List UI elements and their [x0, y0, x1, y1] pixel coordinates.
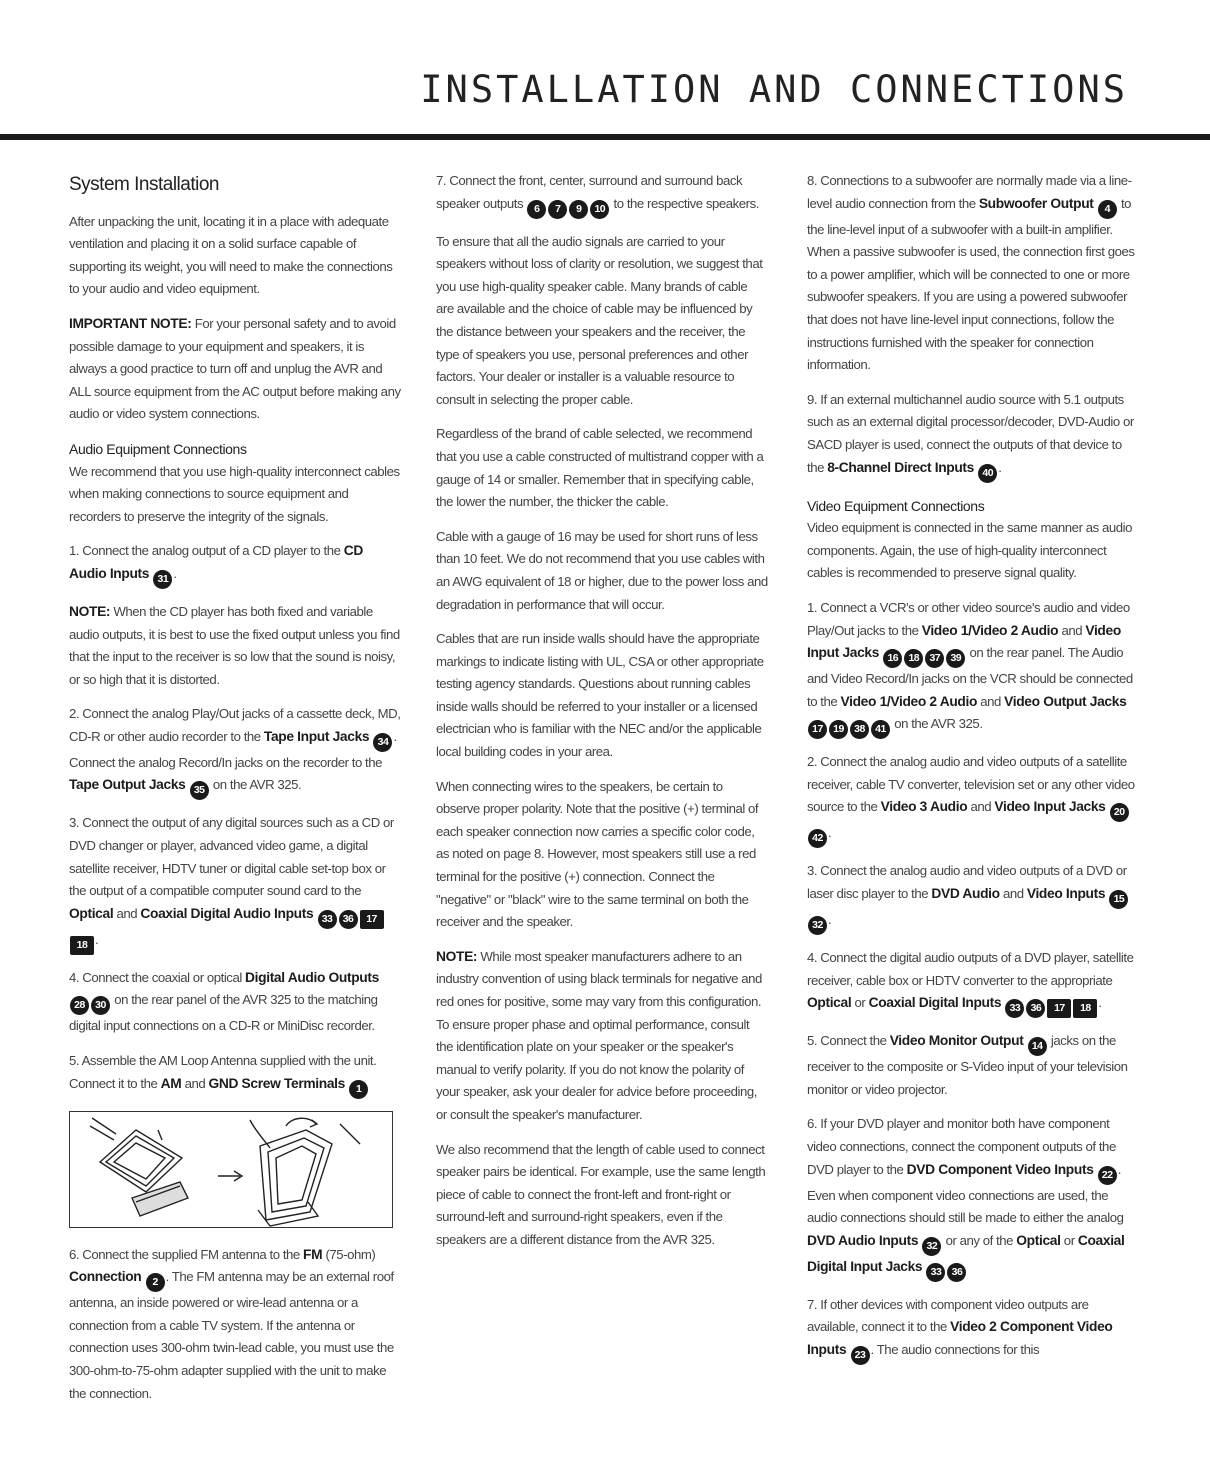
reference-number-badge: 36 — [1026, 999, 1045, 1018]
reference-number-badge: 22 — [1098, 1166, 1117, 1185]
paragraph-video-equipment: Video equipment is connected in the same manner as audio components. Again, the use of high-quality interconnect cables is recommended to preserve signal quality. — [807, 520, 1132, 581]
step-8-bold: Subwoofer Output — [978, 195, 1094, 211]
ref-badges — [850, 1342, 871, 1361]
paragraph-cable-quality: To ensure that all the audio signals are carried to your speakers without loss of clarity or resolution, we suggest that you use high-quality speaker cable. Many brands of cable are available and the choice of cable may be influenced by the distance between your speakers and the receiver, the type of speakers you use, personal preferences and other factors. Your dealer or installer is a valuable resource to consult in selecting the proper cable. — [436, 233, 763, 407]
reference-number-badge: 42 — [808, 829, 827, 848]
subheading-audio-equipment: Audio Equipment Connections — [69, 440, 247, 457]
paragraph-cable-16: Cable with a gauge of 16 may be used for short runs of less than 10 feet. We do not recommend that you use cables with an AWG equivalent of 18 or higher, due to the power loss and degradation in performance that will occur. — [436, 528, 768, 612]
reference-number-badge: 16 — [883, 649, 902, 668]
reference-number-badge: 38 — [850, 720, 869, 739]
video-5-text-b: jacks on the receiver to the composite or S-Video input of your television monitor or video projector. — [807, 1033, 1128, 1097]
paragraph-cable-length: We also recommend that the length of cable used to connect speaker pairs be identical. For example, use the same length piece of cable to connect the front-left and front-right or surround-left and surround-right speakers, even if the speakers are a different distance from the AVR 325. — [436, 1141, 766, 1247]
step-7-text: 7. Connect the front, center, surround and surround back speaker outputs — [436, 173, 743, 211]
paragraph-intro: After unpacking the unit, locating it in a place with adequate ventilation and placing it on a solid surface capable of supporting its weight, you will need to make the connections to your audio and video equipment. — [69, 213, 393, 297]
reference-number-badge: 1 — [349, 1080, 368, 1099]
step-9-bold: 8-Channel Direct Inputs — [827, 459, 975, 475]
step-6-text-c: . The FM antenna may be an external roof antenna, an inside powered or wire-lead antenna or a connection from a cable TV system. If the antenna or connection uses 300-ohm twin-lead cable, you must use the 300-ohm-to-75-ohm adapter supplied with the unit to make the connection. — [69, 1269, 394, 1401]
am-loop-antenna-illustration — [70, 1112, 392, 1227]
paragraph-video-1 — [807, 597, 1139, 739]
step-2-text-b: . Connect the analog Record/In jacks on the recorder to the — [69, 728, 397, 770]
paragraph-video-3 — [807, 860, 1139, 935]
step-3-bold: Optical — [69, 905, 114, 921]
reference-number-badge: 30 — [91, 996, 110, 1015]
reference-number-badge: 34 — [373, 733, 392, 752]
video-1-and-b: and — [977, 693, 1005, 709]
step-6-text: 6. Connect the supplied FM antenna to the — [69, 1246, 304, 1262]
ref-badges — [921, 1233, 942, 1252]
note-label: NOTE: — [69, 603, 111, 619]
reference-number-badge: 15 — [1109, 890, 1128, 909]
video-2-bold: Video 3 Audio — [880, 799, 968, 815]
ref-badges — [1004, 995, 1098, 1015]
ref-badges — [152, 566, 173, 585]
reference-number-badge: 39 — [946, 649, 965, 668]
reference-number-badge: 10 — [590, 200, 609, 219]
video-7-text-b: . The audio connections for this — [870, 1342, 1040, 1357]
reference-number-badge: 17 — [360, 910, 384, 929]
ref-badges — [882, 645, 966, 665]
step-4-text-b: on the rear panel of the AVR 325 to the matching digital input connections on a CD-R or MiniDisc recorder. — [69, 992, 378, 1034]
ref-badges — [372, 729, 393, 748]
reference-number-badge: 9 — [569, 200, 588, 219]
paragraph-video-7 — [807, 1294, 1139, 1365]
reference-number-badge: 18 — [70, 936, 94, 955]
video-6-bold-d: Coaxial Digital Input Jacks — [807, 1232, 1125, 1274]
video-5-text: 5. Connect the — [807, 1033, 890, 1049]
reference-number-badge: 33 — [1005, 999, 1024, 1018]
step-4-bold: Digital Audio Outputs — [245, 969, 379, 985]
video-6-bold-c: Optical — [1016, 1232, 1061, 1248]
ref-badges — [1027, 1033, 1048, 1053]
reference-number-badge: 31 — [153, 570, 172, 589]
reference-number-badge: 7 — [548, 200, 567, 219]
note-label: NOTE: — [436, 948, 478, 964]
note-text: When the CD player has both fixed and variable audio outputs, it is best to use the fixed output unless you find that the input to the receiver is so low that the sound is noisy, or so high that it is distorted. — [69, 603, 400, 687]
reference-number-badge: 23 — [851, 1346, 870, 1365]
video-4-bold-b: Coaxial Digital Inputs — [868, 995, 1002, 1011]
video-6-text-b: . Even when component video connections are used, the audio connections should still be made to either the analog — [807, 1161, 1124, 1226]
ref-badges — [977, 460, 998, 479]
reference-number-badge: 19 — [829, 720, 848, 739]
step-5-and: and — [181, 1075, 209, 1091]
paragraph-speaker-note — [436, 946, 768, 1127]
reference-number-badge: 36 — [947, 1263, 966, 1282]
video-4-end: . — [1098, 995, 1102, 1011]
step-3-text: 3. Connect the output of any digital sources such as a CD or DVD changer or player, advanced video game, a digital satellite receiver, HDTV tuner or digital cable set-top box or the output of a compatible computer sound card to the — [69, 815, 394, 899]
paragraph-cable-gauge: Regardless of the brand of cable selected, we recommend that you use a cable constructed of multistrand copper with a gauge of 14 or smaller. Remember that in specifying cable, the lower the number, the thicker the cable. — [436, 426, 764, 510]
video-2-bold-b: Video Input Jacks — [994, 799, 1106, 815]
ref-badges — [189, 777, 210, 797]
step-5-bold-b: GND Screw Terminals — [208, 1075, 345, 1091]
paragraph-step-2 — [69, 703, 401, 800]
ref-badges — [69, 992, 111, 1012]
reference-number-badge: 18 — [904, 649, 923, 668]
paragraph-polarity: When connecting wires to the speakers, be certain to observe proper polarity. Note that the positive (+) terminal of each speaker connection now carries a specific color code, as noted on page 8. However, most speakers still use a red terminal for the positive (+) connection. Connect the "negative" or "black" wire to the same terminal on both the receiver and the speaker. — [436, 778, 759, 930]
paragraph-step-9: 9. If an external multichannel audio source with 5.1 outputs such as an external digital processor/decoder, DVD-Audio or SACD player is used, connect the outputs of that device to the 8-Channel Direct Inputs 40 . — [807, 389, 1139, 483]
video-3-text: 3. Connect the analog audio and video outputs of a DVD or laser disc player to the — [807, 863, 1127, 902]
video-2-and: and — [967, 799, 995, 815]
video-3-end: . — [828, 912, 832, 928]
reference-number-badge: 6 — [527, 200, 546, 219]
video-5-bold: Video Monitor Output — [889, 1033, 1024, 1049]
column-3 — [807, 170, 1139, 1377]
ref-badges — [348, 1076, 369, 1095]
reference-number-badge: 33 — [318, 910, 337, 929]
step-2-bold: Tape Input Jacks — [263, 728, 370, 744]
step-2-bold-b: Tape Output Jacks — [69, 777, 186, 793]
reference-number-badge: 17 — [1047, 999, 1071, 1018]
ref-badges — [526, 196, 610, 215]
video-1-text-c: on the AVR 325. — [891, 716, 983, 732]
reference-number-badge: 14 — [1028, 1037, 1047, 1056]
video-1-bold-b: Video Input Jacks — [807, 622, 1121, 661]
step-4-text: 4. Connect the coaxial or optical — [69, 969, 246, 985]
video-6-text-c: or any of the — [942, 1232, 1017, 1248]
important-note-text: For your personal safety and to avoid possible damage to your equipment and speakers, it is always a good practice to turn off and unplug the AVR and ALL source equipment from the AC output before making any audio or video system connections. — [69, 315, 401, 422]
step-8-text: 8. Connections to a subwoofer are normally made via a line-level audio connection from the — [807, 173, 1132, 211]
step-6-bold: FM — [303, 1246, 323, 1262]
video-6-text: 6. If your DVD player and monitor both have component video connections, connect the component outputs of the DVD player to the — [807, 1116, 1116, 1177]
video-3-bold-b: Video Inputs — [1026, 886, 1106, 902]
column-2 — [436, 170, 768, 1264]
video-4-bold: Optical — [807, 995, 852, 1011]
page-header-title: INSTALLATION AND CONNECTIONS — [420, 68, 1128, 111]
video-7-text: 7. If other devices with component video outputs are available, connect it to the — [807, 1296, 1089, 1335]
video-1-bold-c: Video 1/Video 2 Audio — [840, 693, 978, 709]
ref-badges — [145, 1269, 166, 1289]
video-2-text: 2. Connect the analog audio and video outputs of a satellite receiver, cable TV converter, television set or any other video source to the — [807, 754, 1135, 815]
video-4-text: 4. Connect the digital audio outputs of a DVD player, satellite receiver, cable box or HDTV converter to the appropriate — [807, 950, 1134, 988]
ref-badges — [925, 1259, 967, 1278]
paragraph-step-1: 1. Connect the analog output of a CD player to the CD Audio Inputs 31 . — [69, 540, 401, 589]
step-6-text-b: (75-ohm) — [322, 1246, 376, 1262]
reference-number-badge: 28 — [70, 996, 89, 1015]
column-1 — [69, 170, 401, 1417]
reference-number-badge: 33 — [926, 1263, 945, 1282]
video-6-or: or — [1060, 1232, 1078, 1248]
reference-number-badge: 17 — [808, 720, 827, 739]
reference-number-badge: 32 — [808, 916, 827, 935]
reference-number-badge: 4 — [1098, 200, 1117, 219]
step-1-bold: CD Audio Inputs — [69, 543, 363, 581]
step-7-text-b: to the respective speakers. — [610, 195, 759, 211]
paragraph-step-6 — [69, 1244, 401, 1406]
reference-number-badge: 2 — [146, 1273, 165, 1292]
ref-badges — [807, 716, 891, 736]
reference-number-badge: 20 — [1110, 803, 1129, 822]
video-7-bold: Video 2 Component Video Inputs — [807, 1319, 1113, 1357]
video-1-text: 1. Connect a VCR's or other video source's audio and video Play/Out jacks to the — [807, 599, 1130, 638]
reference-number-badge: 35 — [190, 781, 209, 800]
reference-number-badge: 41 — [871, 720, 890, 739]
video-1-text-b: on the rear panel. The Audio and Video Record/In jacks on the VCR should be connected to the — [807, 645, 1133, 709]
paragraph-video-4 — [807, 947, 1139, 1018]
video-6-bold-b: DVD Audio Inputs — [807, 1232, 919, 1248]
am-loop-antenna-figure — [69, 1111, 393, 1228]
ref-badges — [1097, 196, 1118, 215]
reference-number-badge: 37 — [925, 649, 944, 668]
step-2-text: 2. Connect the analog Play/Out jacks of a cassette deck, MD, CD-R or other audio recorder to the — [69, 706, 401, 744]
header-rule — [0, 134, 1210, 140]
reference-number-badge: 32 — [922, 1237, 941, 1256]
reference-number-badge: 40 — [978, 464, 997, 483]
paragraph-video-5 — [807, 1030, 1139, 1101]
ref-badges — [1097, 1162, 1118, 1181]
important-note-label: IMPORTANT NOTE: — [69, 315, 192, 331]
step-5-bold: AM — [160, 1075, 182, 1091]
note-text: While most speaker manufacturers adhere to an industry convention of using black terminals for negative and red ones for positive, some may vary from this configuration. To ensure proper phase and optimal performance, consult the identification plate on your speaker or the speaker's manual to verify polarity. If you do not know the polarity of your speaker, ask your dealer for advice before proceeding, or consult the speaker's manufacturer. — [436, 948, 762, 1122]
subheading-video-equipment: Video Equipment Connections — [807, 497, 985, 514]
video-4-or: or — [851, 995, 869, 1011]
reference-number-badge: 36 — [339, 910, 358, 929]
paragraph-audio-equipment: We recommend that you use high-quality interconnect cables when making connections to source equipment and recorders to preserve the integrity of the signals. — [69, 463, 400, 524]
paragraph-important-note — [69, 313, 401, 426]
video-2-end: . — [828, 825, 832, 841]
video-3-bold: DVD Audio — [931, 886, 1000, 902]
reference-number-badge: 18 — [1073, 999, 1097, 1018]
step-9-text: 9. If an external multichannel audio source with 5.1 outputs such as an external digital processor/decoder, DVD-Audio or SACD player is used, connect the outputs of that device to the — [807, 391, 1134, 475]
paragraph-video-6 — [807, 1113, 1139, 1281]
video-6-bold: DVD Component Video Inputs — [906, 1161, 1094, 1177]
paragraph-step-8 — [807, 170, 1139, 377]
paragraph-in-wall: Cables that are run inside walls should have the appropriate markings to indicate listing with UL, CSA or other appropriate testing agency standards. Questions about running cables inside walls should be referred to your installer or a licensed electrician who is familiar with the NEC and/or the applicable local building codes in your area. — [436, 631, 764, 760]
step-3-bold-b: Coaxial Digital Audio Inputs — [140, 905, 314, 921]
video-1-bold: Video 1/Video 2 Audio — [921, 622, 1059, 638]
paragraph-step-7 — [436, 170, 768, 219]
paragraph-step-3: 3. Connect the output of any digital sources such as a CD or DVD changer or player, advanced video game, a digital satellite receiver, HDTV tuner or digital cable set-top box or the output of a compatible computer sound card to the Optical and Coaxial Digital Audio Inputs 33 36 1718 . — [69, 812, 401, 954]
step-1-text: 1. Connect the analog output of a CD player to the — [69, 543, 344, 559]
paragraph-cd-note — [69, 601, 401, 691]
step-3-and: and — [113, 905, 141, 921]
video-3-and: and — [999, 886, 1027, 902]
step-5-text: 5. Assemble the AM Loop Antenna supplied with the unit. Connect it to the — [69, 1053, 377, 1091]
step-2-text-c: on the AVR 325. — [209, 777, 302, 793]
paragraph-video-2 — [807, 751, 1139, 848]
step-6-bold-b: Connection — [69, 1269, 142, 1285]
step-8-text-b: to the line-level input of a subwoofer with a built-in amplifier. When a passive subwoofer is used, the connection first goes to a power amplifier, which will be connected to one or more subwoofer speakers. If you are using a powered subwoofer that does not have line-level input connections, follow the instructions furnished with the speaker for connection information. — [807, 195, 1135, 373]
paragraph-step-5 — [69, 1050, 401, 1099]
video-1-and: and — [1058, 622, 1086, 638]
video-1-bold-d: Video Output Jacks — [1004, 693, 1127, 709]
section-heading-system-installation: System Installation — [69, 174, 219, 195]
paragraph-step-4 — [69, 967, 401, 1038]
